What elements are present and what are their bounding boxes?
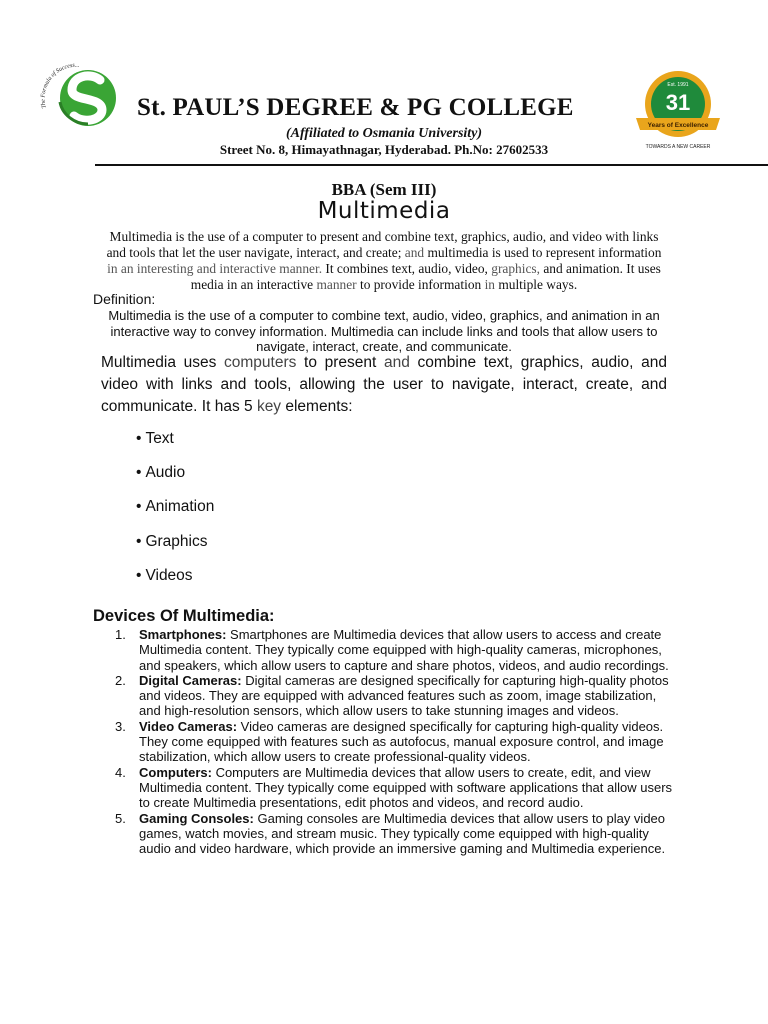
course-title: BBA (Sem III) — [331, 180, 437, 199]
list-item — [136, 430, 214, 464]
item-text: Smartphones are Multimedia devices that allow users to access and create Multimedia content. They typically come equipped with high-quality cameras, microphones, and speakers, which allow users to capture and share photos, videos, and audio recordings. — [139, 627, 669, 673]
item-number: 3. — [115, 718, 126, 734]
item-number: 2. — [115, 672, 126, 688]
list-item — [136, 533, 214, 567]
element-label: Audio — [145, 464, 186, 482]
college-logo — [38, 62, 124, 128]
affiliation: (Affiliated to Osmania University) — [285, 126, 483, 141]
intro-text: media in an interactive — [190, 277, 317, 292]
intro-text: multimedia is used to represent information — [424, 245, 662, 260]
bullet: • — [136, 430, 142, 447]
intro-text: and animation. It uses — [539, 261, 661, 276]
subject-title: Multimedia — [317, 198, 451, 224]
item-title: Digital Cameras: — [139, 672, 242, 688]
item-number: 1. — [115, 627, 126, 642]
element-label: Videos — [145, 566, 193, 584]
intro-text: to provide information — [356, 277, 485, 292]
logo-tagline: The Formula of Success... — [40, 62, 80, 110]
intro-text: in — [484, 277, 495, 292]
lead-text: elements: — [281, 398, 353, 415]
item-title: Video Cameras: — [139, 718, 238, 734]
list-item — [136, 567, 214, 601]
lead-text: combine text, graphics, audio, and video with links and tools, allowing the user to navigate, interact, create, and communicate. It has 5 — [101, 354, 668, 415]
item-title: Computers: — [139, 764, 212, 780]
lead-text: key — [256, 398, 282, 415]
lead-text: computers — [224, 354, 297, 371]
badge-ribbon: Years of Excellence — [647, 122, 709, 129]
lead-text: and — [383, 354, 410, 371]
element-label: Animation — [145, 498, 215, 516]
element-label: Graphics — [145, 532, 208, 550]
intro-text: multiple ways. — [494, 277, 578, 292]
item-title: Smartphones: — [139, 627, 227, 642]
element-label: Text — [145, 430, 174, 447]
list-item — [113, 627, 673, 673]
intro-text: It combines text, audio, video, — [325, 261, 492, 276]
intro-paragraph — [86, 229, 682, 293]
header-divider — [95, 164, 768, 166]
address: Street No. 8, Himayathnagar, Hyderabad. Ph.No: 27602533 — [219, 142, 549, 157]
intro-text: graphics, — [491, 261, 540, 276]
bullet: • — [136, 498, 142, 516]
badge-number: 31 — [665, 90, 691, 115]
intro-text: manner — [316, 277, 357, 292]
definition-text: Multimedia is the use of a computer to combine text, audio, video, graphics, and animation in an interactive way to convey information. Multimedia can include links and tools that allow users to navigate, interact, create, and communicate. — [108, 308, 660, 354]
key-elements-intro — [101, 352, 667, 418]
intro-text: and — [404, 245, 425, 260]
devices-heading: Devices Of Multimedia: — [93, 607, 275, 625]
key-elements-list — [136, 430, 214, 601]
bullet: • — [136, 532, 142, 550]
intro-text: and tools that let the user navigate, interact, and create; — [106, 245, 405, 260]
list-item — [113, 811, 673, 857]
item-number: 4. — [115, 764, 126, 780]
college-name: St. PAUL’S DEGREE & PG COLLEGE — [137, 94, 574, 121]
anniversary-badge — [630, 70, 726, 152]
lead-text: to present — [296, 354, 384, 371]
item-title: Gaming Consoles: — [139, 810, 254, 826]
list-item — [113, 719, 673, 765]
item-number: 5. — [115, 810, 126, 826]
item-text: Computers are Multimedia devices that allow users to create, edit, and view Multimedia content. They typically come equipped with software applications that allow users to create Multimedia presentations, edit photos and videos, and record audio. — [139, 764, 673, 811]
bullet: • — [136, 566, 142, 584]
item-text: Digital cameras are designed specifically for capturing high-quality photos and videos. They are equipped with advanced features such as zoom, image stabilization, and high-resolution sensors, which allow users to take stunning images and videos. — [139, 672, 669, 719]
badge-est: Est. 1991 — [667, 82, 689, 88]
item-text: Video cameras are designed specifically for capturing high-quality videos. They come equipped with features such as autofocus, manual exposure control, and image stabilization, which allow users to create professional-quality videos. — [139, 718, 664, 765]
intro-text: in an interesting and interactive manner. — [107, 261, 326, 276]
list-item — [136, 464, 214, 498]
list-item — [113, 765, 673, 811]
bullet: • — [136, 464, 142, 482]
definition-label: Definition: — [93, 291, 156, 307]
item-text: Gaming consoles are Multimedia devices that allow users to play video games, watch movies, and stream music. They typically come equipped with high-quality audio and video hardware, which provide an immersive gaming and Multimedia experience. — [139, 810, 666, 857]
badge-motto: TOWARDS A NEW CAREER — [645, 144, 711, 150]
list-item — [136, 498, 214, 532]
lead-text: Multimedia uses — [101, 354, 224, 371]
devices-list — [113, 627, 673, 856]
list-item — [113, 673, 673, 719]
intro-line-1: Multimedia is the use of a computer to present and combine text, graphics, audio, and video with links — [109, 229, 659, 244]
